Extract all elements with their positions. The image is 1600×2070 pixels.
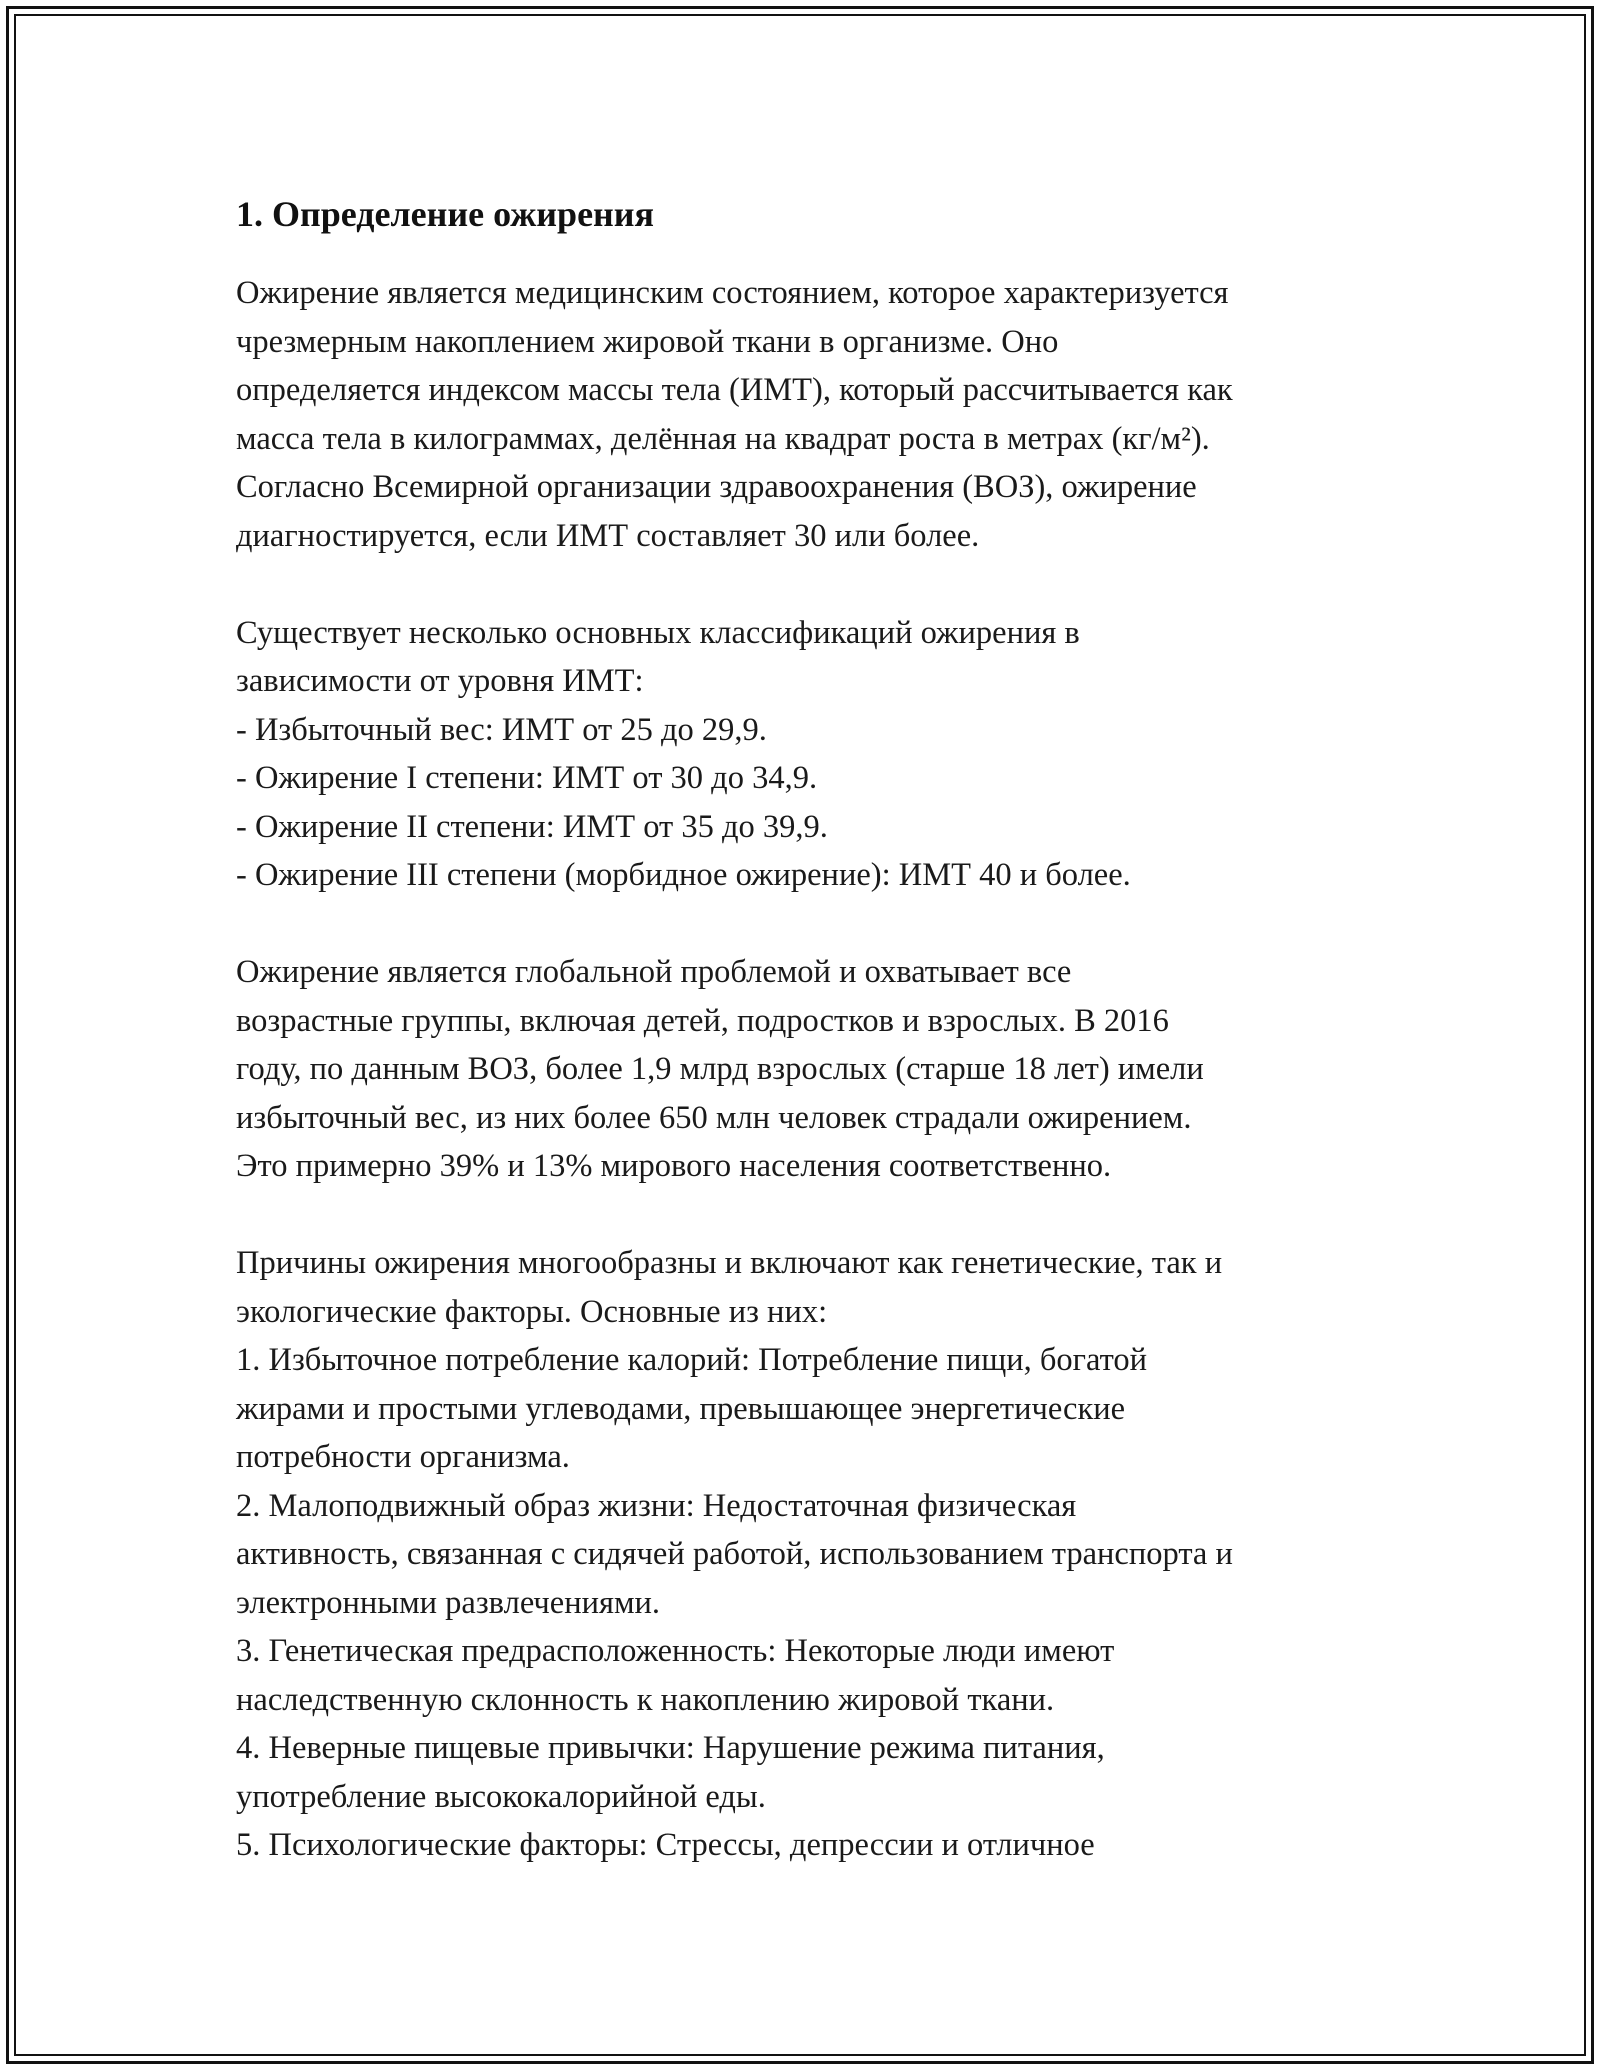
text-line: электронными развлечениями.: [236, 1584, 661, 1621]
paragraph-prevalence: [236, 948, 1396, 1191]
text-line: Ожирение является глобальной проблемой и охватывает все: [236, 954, 1072, 990]
paragraph-classification: [236, 609, 1396, 900]
text-line: наследственную склонность к накоплению жировой ткани.: [236, 1681, 1055, 1718]
text-line: чрезмерным накоплением жировой ткани в организме. Оно: [236, 323, 1059, 360]
list-item: 3. Генетическая предрасположенность: Некоторые люди имеют: [236, 1633, 1115, 1669]
text-line: Это примерно 39% и 13% мирового населения соответственно.: [236, 1148, 1112, 1184]
list-item: - Ожирение II степени: ИМТ от 35 до 39,9.: [236, 808, 828, 845]
list-item: 4. Неверные пищевые привычки: Нарушение режима питания,: [236, 1730, 1105, 1766]
section-heading: 1. Определение ожирения: [236, 194, 655, 234]
text-line: экологические факторы. Основные из них:: [236, 1293, 828, 1330]
text-line: возрастные группы, включая детей, подростков и взрослых. В 2016: [236, 1002, 1169, 1039]
text-line: году, по данным ВОЗ, более 1,9 млрд взрослых (старше 18 лет) имели: [236, 1051, 1204, 1087]
text-line: Согласно Всемирной организации здравоохранения (ВОЗ), ожирение: [236, 469, 1197, 505]
list-item: - Ожирение III степени (морбидное ожирение): ИМТ 40 и более.: [236, 857, 1131, 893]
text-line: Ожирение является медицинским состоянием, которое характеризуется: [236, 275, 1229, 311]
paragraph-spacer: [236, 1191, 1396, 1240]
document-body: [236, 190, 1396, 1870]
text-line: зависимости от уровня ИМТ:: [236, 663, 644, 699]
text-line: употребление высококалорийной еды.: [236, 1778, 766, 1815]
text-line: диагностируется, если ИМТ составляет 30 или более.: [236, 517, 980, 554]
list-item: - Ожирение I степени: ИМТ от 30 до 34,9.: [236, 760, 818, 796]
list-item: 2. Малоподвижный образ жизни: Недостаточная физическая: [236, 1487, 1077, 1524]
paragraph-spacer: [236, 900, 1396, 949]
list-item: 5. Психологические факторы: Стрессы, депрессии и отличное: [236, 1827, 1095, 1863]
paragraph-spacer: [236, 560, 1396, 609]
paragraph-definition: [236, 269, 1396, 560]
text-line: жирами и простыми углеводами, превышающее энергетические: [236, 1390, 1126, 1427]
list-item: - Избыточный вес: ИМТ от 25 до 29,9.: [236, 711, 767, 748]
text-line: Причины ожирения многообразны и включают как генетические, так и: [236, 1245, 1223, 1281]
list-item: 1. Избыточное потребление калорий: Потребление пищи, богатой: [236, 1342, 1147, 1378]
paragraph-causes: [236, 1239, 1396, 1870]
text-line: потребности организма.: [236, 1439, 570, 1475]
text-line: Существует несколько основных классификаций ожирения в: [236, 614, 1080, 651]
text-line: избыточный вес, из них более 650 млн человек страдали ожирением.: [236, 1099, 1192, 1136]
text-line: активность, связанная с сидячей работой, использованием транспорта и: [236, 1536, 1233, 1572]
text-line: определяется индексом массы тела (ИМТ), который рассчитывается как: [236, 372, 1233, 408]
text-line: масса тела в килограммах, делённая на квадрат роста в метрах (кг/м²).: [236, 420, 1210, 457]
